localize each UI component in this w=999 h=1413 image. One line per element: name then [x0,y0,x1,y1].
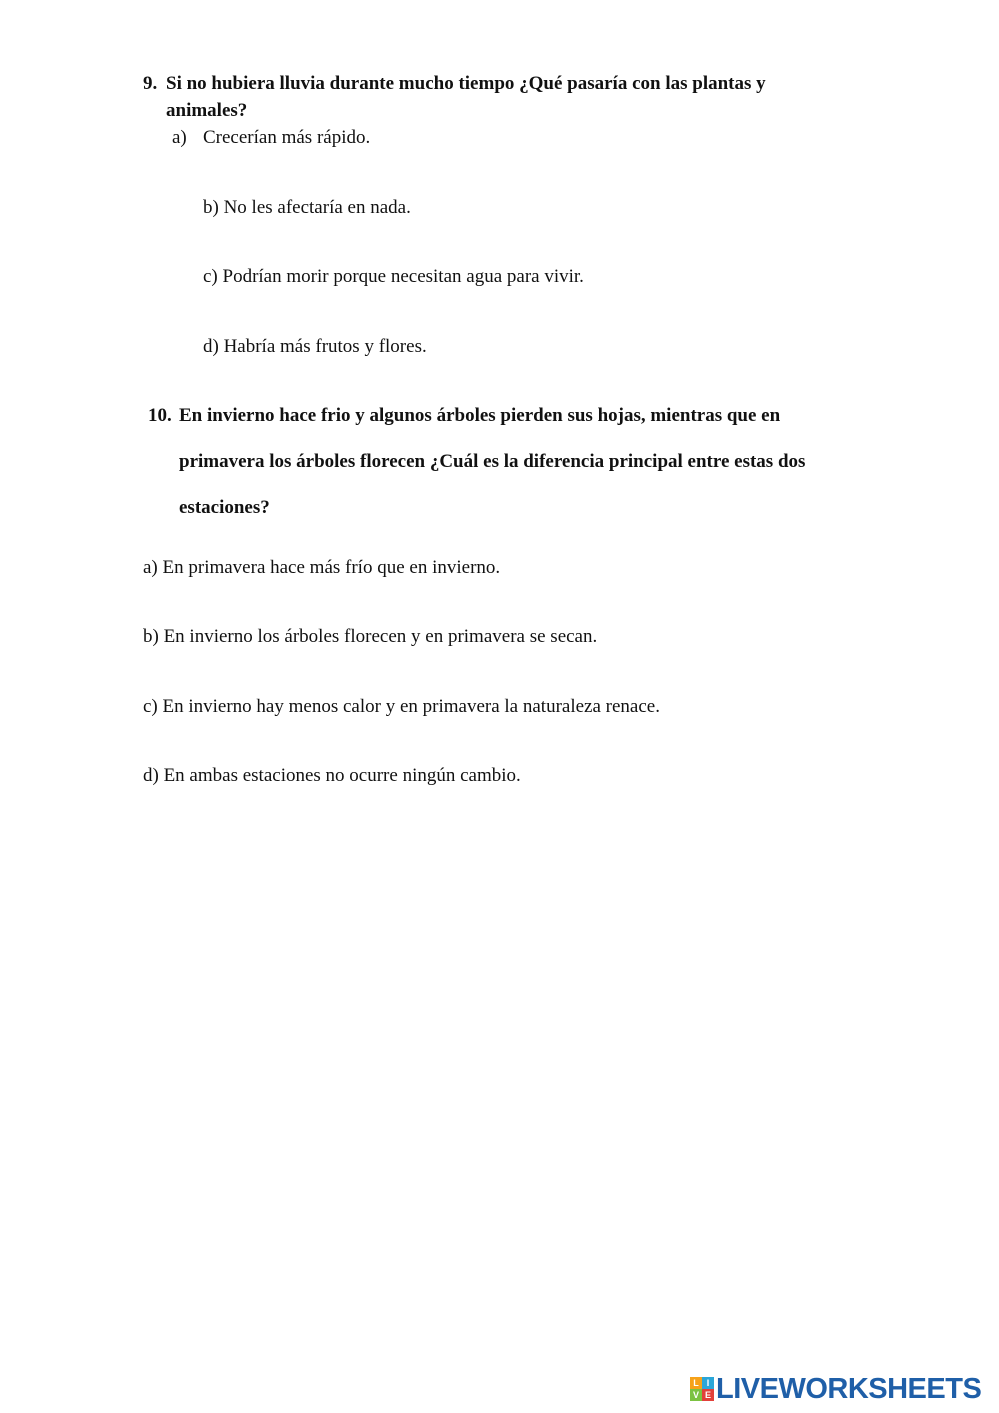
liveworksheets-logo [690,1374,981,1404]
question-9-text-line-2: animales? [166,100,248,121]
liveworksheets-logo-text: LIVEWORKSHEETS [716,1373,982,1405]
question-10-text-line-2: primavera los árboles florecen ¿Cuál es la diferencia principal entre estas dos [179,451,806,472]
logo-mark-letter: V [690,1389,702,1401]
question-10-number: 10. [148,405,172,426]
question-10-option-b[interactable]: b) En invierno los árboles florecen y en primavera se secan. [143,626,598,647]
question-10-option-c[interactable]: c) En invierno hay menos calor y en primavera la naturaleza renace. [143,696,660,717]
question-10-option-d[interactable]: d) En ambas estaciones no ocurre ningún cambio. [143,765,521,786]
question-9-number: 9. [143,73,158,94]
question-9-option-a[interactable]: Crecerían más rápido. [203,127,371,148]
question-9-option-c[interactable]: c) Podrían morir porque necesitan agua para vivir. [203,266,584,287]
question-10-text-line-1: En invierno hace frio y algunos árboles pierden sus hojas, mientras que en [179,405,781,426]
question-9-option-d[interactable]: d) Habría más frutos y flores. [203,336,427,357]
question-9-option-b[interactable]: b) No les afectaría en nada. [203,197,411,218]
logo-mark-letter: E [702,1389,714,1401]
liveworksheets-logo-mark-icon [690,1377,714,1401]
question-9-option-a-marker: a) [172,127,187,148]
question-10-option-a[interactable]: a) En primavera hace más frío que en invierno. [143,557,501,578]
logo-mark-letter: L [690,1377,702,1389]
question-10-text-line-3: estaciones? [179,497,270,518]
logo-mark-letter: I [702,1377,714,1389]
question-9-text-line-1: Si no hubiera lluvia durante mucho tiempo ¿Qué pasaría con las plantas y [166,73,766,94]
